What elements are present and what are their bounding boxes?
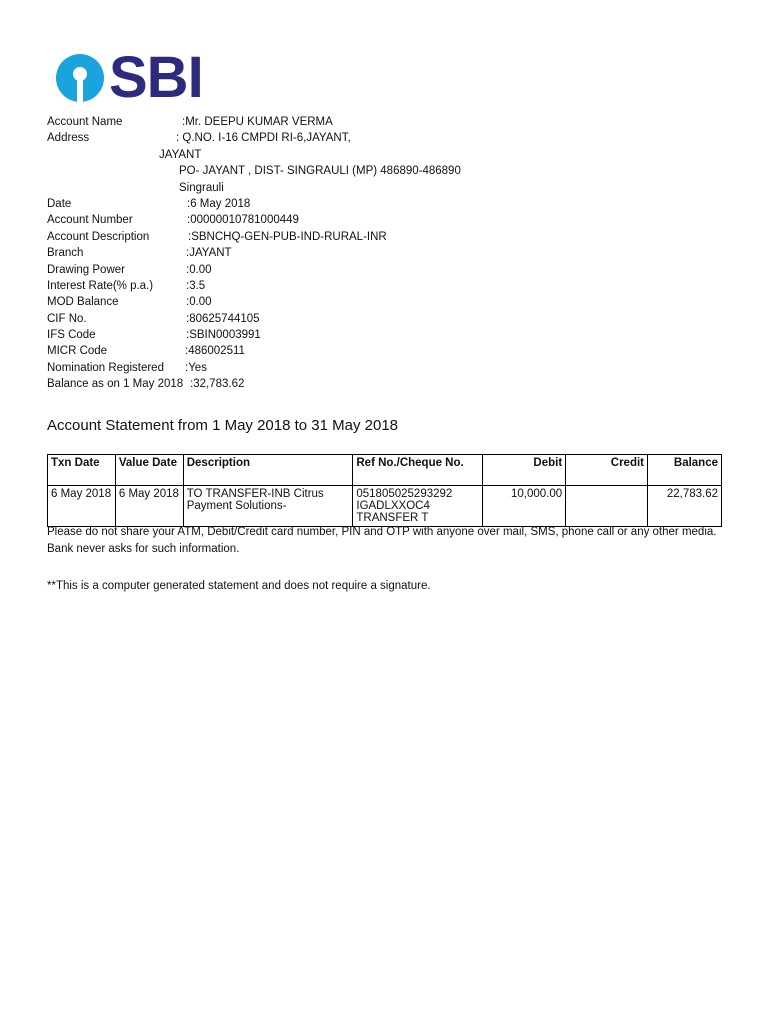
cell-ref-no: 051805025293292 IGADLXXOC4 TRANSFER T [353, 486, 483, 527]
info-label: Drawing Power [47, 263, 125, 276]
info-value: Singrauli [179, 181, 224, 194]
info-value: :80625744105 [186, 312, 260, 325]
col-header-debit: Debit [483, 455, 566, 486]
info-label: MICR Code [47, 345, 108, 358]
col-header-ref-no: Ref No./Cheque No. [353, 455, 483, 486]
sbi-keyhole-icon [55, 53, 105, 103]
info-label: Nomination Registered [47, 361, 164, 374]
info-label: MOD Balance [47, 296, 119, 309]
info-label: Branch [47, 247, 84, 260]
statement-title: Account Statement from 1 May 2018 to 31 May 2018 [47, 417, 399, 434]
cell-balance: 22,783.62 [648, 486, 722, 527]
info-value: PO- JAYANT , DIST- SINGRAULI (MP) 486890-486890 [179, 165, 461, 178]
table-row [48, 486, 722, 527]
info-value: :Yes [185, 361, 207, 374]
info-value: :0.00 [186, 263, 212, 276]
info-label: Balance as on 1 May 2018 [47, 378, 184, 391]
transactions-table [47, 454, 722, 527]
info-value: JAYANT [159, 148, 202, 161]
cell-description: TO TRANSFER-INB Citrus Payment Solutions- [183, 486, 353, 527]
info-value: :SBNCHQ-GEN-PUB-IND-RURAL-INR [188, 230, 387, 243]
info-value: :JAYANT [186, 247, 232, 260]
info-value: : Q.NO. I-16 CMPDI RI-6,JAYANT, [176, 132, 351, 145]
sbi-logo [55, 45, 203, 110]
footer-note: **This is a computer generated statement and does not require a signature. [47, 580, 431, 592]
cell-credit [566, 486, 648, 527]
table-header-row [48, 455, 722, 486]
cell-debit: 10,000.00 [483, 486, 566, 527]
col-header-txn-date: Txn Date [48, 455, 116, 486]
info-label: Interest Rate(% p.a.) [47, 279, 154, 292]
col-header-balance: Balance [648, 455, 722, 486]
info-label: IFS Code [47, 329, 96, 342]
security-notice: Please do not share your ATM, Debit/Credit card number, PIN and OTP with anyone over mail, SMS, phone call or any other media. Bank never asks for such information. [47, 526, 717, 555]
info-label: Date [47, 197, 72, 210]
col-header-credit: Credit [566, 455, 648, 486]
info-value: :00000010781000449 [187, 214, 299, 227]
info-label: Account Number [47, 214, 133, 227]
info-value: :SBIN0003991 [186, 329, 261, 342]
cell-value-date: 6 May 2018 [115, 486, 183, 527]
logo-text: SBI [109, 45, 203, 110]
col-header-description: Description [183, 455, 353, 486]
info-label: CIF No. [47, 312, 87, 325]
info-value: :0.00 [186, 296, 212, 309]
info-label: Account Description [47, 230, 150, 243]
col-header-value-date: Value Date [115, 455, 183, 486]
info-value: :6 May 2018 [187, 197, 251, 210]
info-label: Account Name [47, 116, 123, 128]
info-value: :3.5 [186, 279, 206, 292]
info-label: Address [47, 132, 90, 145]
info-value: :486002511 [185, 345, 245, 358]
info-value: :Mr. DEEPU KUMAR VERMA [182, 116, 333, 128]
cell-txn-date: 6 May 2018 [48, 486, 116, 527]
info-value: :32,783.62 [190, 378, 245, 391]
